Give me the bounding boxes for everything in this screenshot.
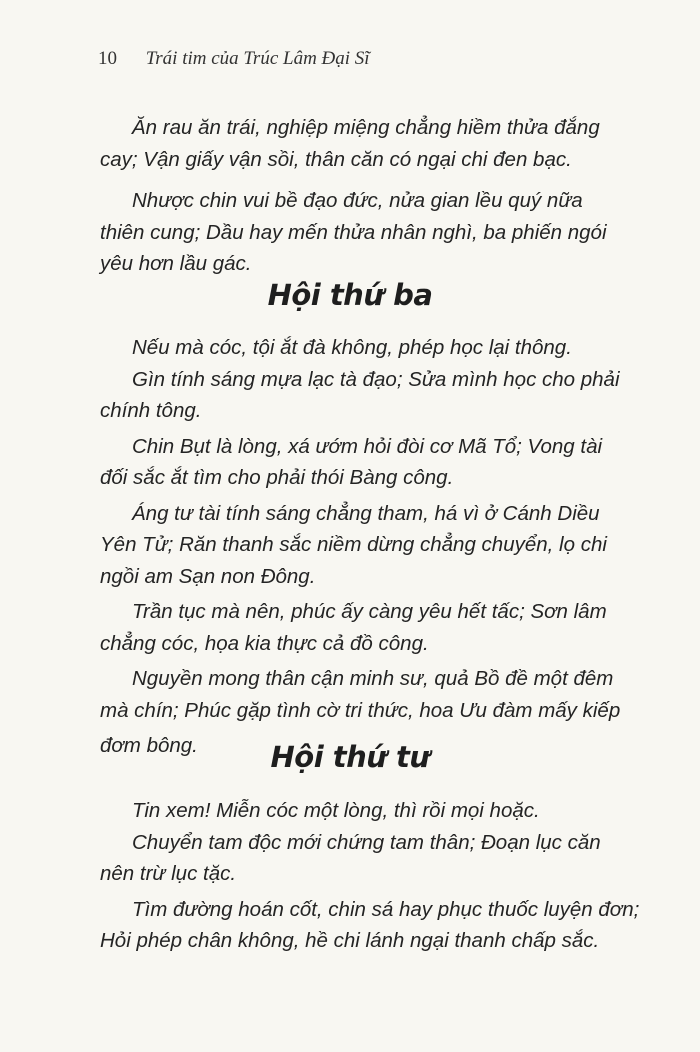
verse-line: cay; Vận giấy vận sồi, thân căn có ngại chi đen bạc.	[100, 147, 572, 171]
verse-line: chính tông.	[100, 399, 202, 422]
verse-line: Chuyển tam độc mới chứng tam thân; Đoạn lục căn	[132, 830, 601, 854]
verse-line: Trần tục mà nên, phúc ấy càng yêu hết tấc; Sơn lâm	[132, 600, 607, 623]
verse-line: mà chín; Phúc gặp tình cờ tri thức, hoa Ưu đàm mấy kiếp	[100, 698, 621, 722]
section-heading-hoi-thu-tu: Hội thứ tư	[270, 740, 430, 774]
verse-line: Chin Bụt là lòng, xá ướm hỏi đòi cơ Mã Tổ; Vong tài	[132, 434, 603, 458]
verse-line: ngồi am Sạn non Đông.	[100, 564, 316, 588]
verse-line: Tin xem! Miễn cóc một lòng, thì rồi mọi hoặc.	[132, 799, 540, 822]
section-three-verses	[100, 332, 632, 762]
verse-line: Gìn tính sáng mựa lạc tà đạo; Sửa mình học cho phải	[132, 367, 620, 391]
verse-line: Nguyền mong thân cận minh sư, quả Bồ đề một đêm	[132, 667, 614, 690]
page-number: 10	[98, 48, 117, 69]
verse-line: Nhược chin vui bề đạo đức, nửa gian lều quý nữa	[132, 189, 583, 212]
verse-line: đối sắc ắt tìm cho phải thói Bàng công.	[100, 466, 454, 489]
verse-line: Áng tư tài tính sáng chẳng tham, há vì ở Cánh Diều	[132, 501, 600, 525]
verse-line: nên trừ lục tặc.	[100, 862, 237, 885]
opening-verses	[100, 112, 632, 280]
book-title: Trái tim của Trúc Lâm Đại Sĩ	[145, 48, 370, 69]
verse-line: Nếu mà cóc, tội ắt đà không, phép học lại thông.	[132, 336, 572, 359]
verse-line: yêu hơn lầu gác.	[100, 252, 252, 275]
verse-line: Yên Tử; Răn thanh sắc niềm dừng chẳng chuyển, lọ chi	[100, 533, 607, 556]
running-header	[98, 48, 370, 70]
section-four-verses	[100, 795, 640, 957]
verse-line: Tìm đường hoán cốt, chin sá hay phục thuốc luyện đơn;	[132, 897, 640, 921]
verse-line: Ăn rau ăn trái, nghiệp miệng chẳng hiềm thửa đắng	[132, 116, 600, 139]
verse-line: chẳng cóc, họa kia thực cả đồ công.	[100, 631, 429, 655]
verse-line: đơm bông.	[100, 734, 198, 757]
section-heading-hoi-thu-ba: Hội thứ ba	[267, 278, 433, 312]
verse-line: Hỏi phép chân không, hề chi lánh ngại thanh chấp sắc.	[100, 929, 600, 952]
verse-line: thiên cung; Dầu hay mến thửa nhân nghì, ba phiến ngói	[100, 220, 607, 244]
